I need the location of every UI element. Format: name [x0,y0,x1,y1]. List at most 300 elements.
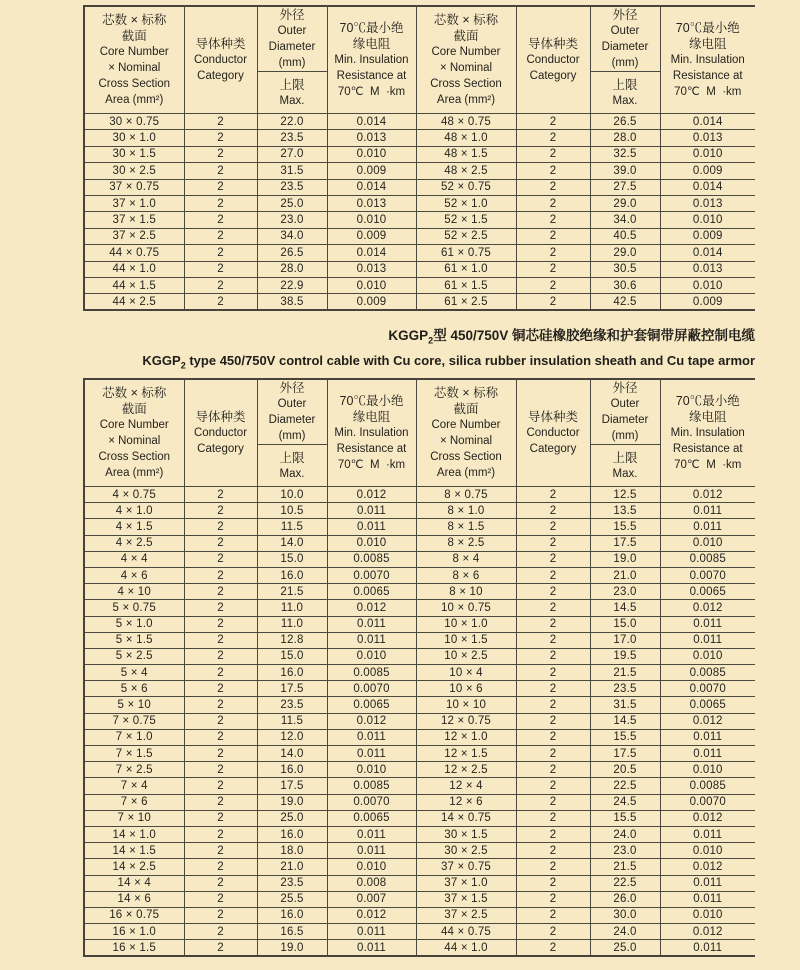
spec-cell: 7 × 4 [84,778,184,794]
header-label-en: Diameter [268,414,316,426]
table-row [84,487,755,503]
table-row [84,746,755,762]
resistance-cell: 0.010 [327,648,416,664]
resistance-cell: 0.011 [660,940,755,956]
resistance-cell: 0.009 [327,228,416,244]
model-subscript: 2 [180,360,186,371]
resistance-cell: 0.012 [327,487,416,503]
category-cell: 2 [184,114,257,130]
diameter-cell: 14.5 [590,713,660,729]
diameter-cell: 23.0 [590,584,660,600]
resistance-cell: 0.011 [327,746,416,762]
spec-cell: 12 × 0.75 [416,713,516,729]
spec-cell: 44 × 2.5 [84,294,184,310]
category-cell: 2 [516,924,590,940]
resistance-cell: 0.009 [660,163,755,179]
table-row [84,891,755,907]
header-label-zh: 导体种类 [527,410,578,424]
header-min-insulation-resistance [327,379,416,487]
table-row [84,875,755,891]
resistance-cell: 0.009 [327,163,416,179]
resistance-cell: 0.011 [327,729,416,745]
category-cell: 2 [184,616,257,632]
spec-cell: 14 × 1.5 [84,843,184,859]
diameter-cell: 18.0 [257,843,327,859]
spec-cell: 61 × 2.5 [416,294,516,310]
header-label-zh: 缘电阻 [352,410,391,424]
table-header [84,379,755,487]
spec-cell: 44 × 0.75 [84,245,184,261]
resistance-cell: 0.010 [660,146,755,162]
category-cell: 2 [184,195,257,211]
table-row [84,632,755,648]
category-cell: 2 [516,697,590,713]
spec-cell: 8 × 4 [416,551,516,567]
diameter-cell: 38.5 [257,294,327,310]
title-en-text: type 450/750V control cable with Cu core, silica rubber insulation sheath and Cu tape armor [185,352,755,368]
header-label-en: Area (mm²) [105,467,164,479]
resistance-cell: 0.010 [327,762,416,778]
resistance-cell: 0.0070 [660,567,755,583]
spec-cell: 7 × 1.0 [84,729,184,745]
diameter-cell: 19.0 [257,794,327,810]
category-cell: 2 [184,875,257,891]
spec-cell: 4 × 1.0 [84,503,184,519]
spec-cell: 61 × 1.5 [416,277,516,293]
table-row [84,859,755,875]
category-cell: 2 [516,584,590,600]
spec-cell: 12 × 1.0 [416,729,516,745]
table-row [84,697,755,713]
spec-cell: 37 × 2.5 [84,228,184,244]
category-cell: 2 [184,859,257,875]
spec-cell: 14 × 4 [84,875,184,891]
category-cell: 2 [516,277,590,293]
header-label-en: Cross Section [98,78,171,90]
resistance-cell: 0.011 [660,875,755,891]
table-row [84,179,755,195]
diameter-cell: 13.5 [590,503,660,519]
header-label-zh: 截面 [453,29,479,43]
category-cell: 2 [516,600,590,616]
header-label-en: Core Number [431,419,501,431]
diameter-cell: 25.5 [257,891,327,907]
resistance-cell: 0.013 [660,130,755,146]
spec-cell: 37 × 1.5 [84,212,184,228]
header-label-en: Conductor [193,54,248,66]
header-label-en: Max. [612,467,638,480]
resistance-cell: 0.013 [660,195,755,211]
spec-cell: 8 × 2.5 [416,535,516,551]
resistance-cell: 0.013 [327,261,416,277]
diameter-cell: 30.6 [590,277,660,293]
spec-cell: 8 × 1.5 [416,519,516,535]
spec-cell: 8 × 10 [416,584,516,600]
spec-cell: 7 × 10 [84,810,184,826]
category-cell: 2 [184,163,257,179]
header-label-en: Cross Section [98,451,171,463]
table-row [84,245,755,261]
table-row [84,924,755,940]
resistance-cell: 0.0085 [327,778,416,794]
category-cell: 2 [184,697,257,713]
spec-cell: 44 × 1.0 [416,940,516,956]
category-cell: 2 [516,826,590,842]
category-cell: 2 [516,616,590,632]
header-label-zh: 缘电阻 [688,410,727,424]
resistance-cell: 0.010 [327,146,416,162]
table-row [84,195,755,211]
spec-cell: 44 × 0.75 [416,924,516,940]
diameter-cell: 21.0 [590,567,660,583]
resistance-cell: 0.0065 [327,584,416,600]
header-label-zh: 70℃最小绝 [675,394,740,408]
header-label-zh: 截面 [121,402,147,416]
resistance-cell: 0.0065 [327,810,416,826]
category-cell: 2 [516,195,590,211]
spec-cell: 12 × 4 [416,778,516,794]
table-row [84,146,755,162]
resistance-cell: 0.011 [327,924,416,940]
category-cell: 2 [516,503,590,519]
header-spec [84,6,184,114]
spec-cell: 61 × 1.0 [416,261,516,277]
resistance-cell: 0.0065 [660,697,755,713]
resistance-cell: 0.0070 [327,794,416,810]
diameter-cell: 16.0 [257,665,327,681]
header-label-en: Diameter [268,41,316,53]
spec-cell: 5 × 1.0 [84,616,184,632]
spec-cell: 8 × 0.75 [416,487,516,503]
header-label-en: Min. Insulation [670,54,745,66]
header-label-en: 70℃ M ·km [337,86,406,98]
diameter-cell: 19.0 [590,551,660,567]
diameter-cell: 14.0 [257,535,327,551]
resistance-cell: 0.0065 [327,697,416,713]
category-cell: 2 [516,891,590,907]
diameter-cell: 16.0 [257,826,327,842]
diameter-cell: 23.5 [590,681,660,697]
table-row [84,567,755,583]
resistance-cell: 0.0070 [660,794,755,810]
resistance-cell: 0.009 [660,228,755,244]
resistance-cell: 0.0085 [327,665,416,681]
category-cell: 2 [184,146,257,162]
table-row [84,843,755,859]
diameter-cell: 15.0 [257,551,327,567]
header-conductor-category [184,6,257,114]
header-label-en: Area (mm²) [436,94,496,106]
diameter-cell: 16.0 [257,907,327,923]
category-cell: 2 [516,794,590,810]
spec-cell: 4 × 2.5 [84,535,184,551]
category-cell: 2 [516,535,590,551]
spec-cell: 30 × 1.5 [416,826,516,842]
header-label-en: × Nominal [439,62,493,74]
header-label-zh: 外径 [612,8,638,22]
diameter-cell: 30.5 [590,261,660,277]
diameter-cell: 30.0 [590,907,660,923]
diameter-cell: 17.5 [590,535,660,551]
resistance-cell: 0.012 [660,924,755,940]
spec-cell: 4 × 6 [84,567,184,583]
spec-cell: 37 × 2.5 [416,907,516,923]
header-label-zh: 芯数 × 标称 [102,13,167,27]
resistance-cell: 0.0085 [660,665,755,681]
diameter-cell: 34.0 [257,228,327,244]
category-cell: 2 [516,519,590,535]
category-cell: 2 [184,648,257,664]
diameter-cell: 23.0 [590,843,660,859]
header-row-main [84,6,755,72]
header-label-en: Outer [277,25,307,37]
spec-cell: 7 × 2.5 [84,762,184,778]
header-outer-diameter [257,379,327,445]
header-conductor-category [184,379,257,487]
spec-cell: 12 × 2.5 [416,762,516,778]
category-cell: 2 [516,810,590,826]
category-cell: 2 [184,567,257,583]
header-label-en: Max. [279,467,305,480]
header-label-en: Cross Section [430,451,502,463]
spec-cell: 4 × 10 [84,584,184,600]
resistance-cell: 0.011 [327,616,416,632]
header-label-en: Min. Insulation [334,54,409,66]
diameter-cell: 31.5 [257,163,327,179]
resistance-cell: 0.013 [660,261,755,277]
table-row [84,665,755,681]
category-cell: 2 [516,551,590,567]
resistance-cell: 0.010 [327,277,416,293]
header-label-zh: 70℃最小绝 [339,21,404,35]
header-spec [416,6,516,114]
diameter-cell: 24.5 [590,794,660,810]
header-spec [84,379,184,487]
header-label-en: 70℃ M ·km [674,459,742,471]
header-label-en: Area (mm²) [105,94,164,106]
table-header [84,6,755,114]
spec-cell: 4 × 0.75 [84,487,184,503]
header-label-en: Max. [612,94,638,107]
diameter-cell: 11.0 [257,616,327,632]
resistance-cell: 0.010 [660,535,755,551]
spec-cell: 10 × 1.0 [416,616,516,632]
header-label-en: Diameter [601,41,649,53]
header-label-zh: 截面 [121,29,147,43]
category-cell: 2 [184,891,257,907]
resistance-cell: 0.011 [327,940,416,956]
header-label-en: Core Number [431,46,501,58]
table-row [84,940,755,956]
resistance-cell: 0.014 [660,114,755,130]
spec-cell: 8 × 1.0 [416,503,516,519]
resistance-cell: 0.010 [660,907,755,923]
table-row [84,114,755,130]
diameter-cell: 10.5 [257,503,327,519]
resistance-cell: 0.012 [660,600,755,616]
spec-cell: 12 × 6 [416,794,516,810]
category-cell: 2 [516,665,590,681]
header-label-en: 70℃ M ·km [337,459,406,471]
resistance-cell: 0.014 [327,179,416,195]
table-row [84,228,755,244]
diameter-cell: 31.5 [590,697,660,713]
diameter-cell: 11.5 [257,713,327,729]
resistance-cell: 0.012 [327,713,416,729]
diameter-cell: 21.0 [257,859,327,875]
resistance-cell: 0.011 [660,503,755,519]
category-cell: 2 [184,762,257,778]
table-row [84,810,755,826]
diameter-cell: 16.5 [257,924,327,940]
resistance-cell: 0.0085 [660,551,755,567]
diameter-cell: 26.5 [257,245,327,261]
diameter-cell: 25.0 [257,810,327,826]
header-outer-diameter [590,379,660,445]
table-row [84,600,755,616]
diameter-cell: 25.0 [590,940,660,956]
table-row [84,503,755,519]
spec-cell: 48 × 2.5 [416,163,516,179]
spec-cell: 30 × 2.5 [416,843,516,859]
spec-cell: 30 × 2.5 [84,163,184,179]
category-cell: 2 [184,130,257,146]
resistance-cell: 0.009 [660,294,755,310]
resistance-cell: 0.011 [327,519,416,535]
resistance-cell: 0.011 [660,632,755,648]
header-label-en: (mm) [611,430,639,442]
header-max-limit [257,445,327,487]
spec-cell: 52 × 1.0 [416,195,516,211]
diameter-cell: 14.0 [257,746,327,762]
spec-cell: 14 × 2.5 [84,859,184,875]
header-label-en: Cross Section [430,78,502,90]
resistance-cell: 0.011 [660,729,755,745]
header-label-en: Conductor [526,54,580,66]
header-label-zh: 导体种类 [527,37,578,51]
category-cell: 2 [184,713,257,729]
header-label-zh: 上限 [612,450,638,465]
table-row [84,551,755,567]
category-cell: 2 [516,762,590,778]
spec-cell: 5 × 4 [84,665,184,681]
category-cell: 2 [184,632,257,648]
diameter-cell: 16.0 [257,762,327,778]
title-zh-text: 型 450/750V 铜芯硅橡胶绝缘和护套铜带屏蔽控制电缆 [433,328,755,343]
table-row [84,616,755,632]
resistance-cell: 0.014 [660,179,755,195]
category-cell: 2 [516,778,590,794]
spec-cell: 16 × 0.75 [84,907,184,923]
header-row-main [84,379,755,445]
category-cell: 2 [516,146,590,162]
category-cell: 2 [184,729,257,745]
diameter-cell: 23.5 [257,875,327,891]
header-label-zh: 芯数 × 标称 [433,386,499,400]
diameter-cell: 12.8 [257,632,327,648]
table-row [84,681,755,697]
category-cell: 2 [516,632,590,648]
spec-cell: 4 × 1.5 [84,519,184,535]
resistance-cell: 0.0085 [327,551,416,567]
category-cell: 2 [516,681,590,697]
diameter-cell: 29.0 [590,195,660,211]
diameter-cell: 34.0 [590,212,660,228]
header-label-en: Resistance at [672,443,743,455]
diameter-cell: 17.5 [590,746,660,762]
category-cell: 2 [184,810,257,826]
spec-cell: 30 × 1.5 [84,146,184,162]
category-cell: 2 [516,179,590,195]
header-label-zh: 外径 [279,8,305,22]
resistance-cell: 0.013 [327,195,416,211]
header-max-limit [590,445,660,487]
table-body [84,487,755,956]
spec-cell: 4 × 4 [84,551,184,567]
category-cell: 2 [516,907,590,923]
category-cell: 2 [184,519,257,535]
header-outer-diameter [257,6,327,72]
spec-cell: 37 × 1.0 [416,875,516,891]
resistance-cell: 0.010 [327,535,416,551]
spec-cell: 44 × 1.5 [84,277,184,293]
header-label-en: 70℃ M ·km [674,86,742,98]
spec-cell: 14 × 0.75 [416,810,516,826]
resistance-cell: 0.012 [660,487,755,503]
resistance-cell: 0.012 [660,810,755,826]
header-label-zh: 70℃最小绝 [339,394,404,408]
header-label-en: Outer [610,25,640,37]
header-label-en: Conductor [193,427,248,439]
resistance-cell: 0.012 [660,859,755,875]
header-min-insulation-resistance [327,6,416,114]
category-cell: 2 [516,212,590,228]
header-label-en: Area (mm²) [436,467,496,479]
header-label-en: Category [197,70,244,82]
category-cell: 2 [516,843,590,859]
diameter-cell: 15.0 [257,648,327,664]
diameter-cell: 22.9 [257,277,327,293]
header-label-en: Category [197,443,244,455]
header-label-zh: 上限 [612,77,638,92]
spec-cell: 10 × 4 [416,665,516,681]
diameter-cell: 26.0 [590,891,660,907]
spec-cell: 10 × 0.75 [416,600,516,616]
header-min-insulation-resistance [660,379,755,487]
category-cell: 2 [516,294,590,310]
spec-cell: 5 × 1.5 [84,632,184,648]
diameter-cell: 32.5 [590,146,660,162]
diameter-cell: 15.5 [590,810,660,826]
resistance-cell: 0.007 [327,891,416,907]
spec-cell: 12 × 1.5 [416,746,516,762]
diameter-cell: 20.5 [590,762,660,778]
category-cell: 2 [184,584,257,600]
spec-cell: 37 × 1.5 [416,891,516,907]
header-label-zh: 上限 [279,77,305,92]
category-cell: 2 [184,794,257,810]
category-cell: 2 [184,665,257,681]
resistance-cell: 0.011 [327,826,416,842]
header-label-zh: 缘电阻 [688,37,727,51]
diameter-cell: 17.0 [590,632,660,648]
header-label-zh: 外径 [612,381,638,395]
table-row [84,519,755,535]
category-cell: 2 [516,859,590,875]
category-cell: 2 [184,907,257,923]
category-cell: 2 [184,277,257,293]
resistance-cell: 0.009 [327,294,416,310]
